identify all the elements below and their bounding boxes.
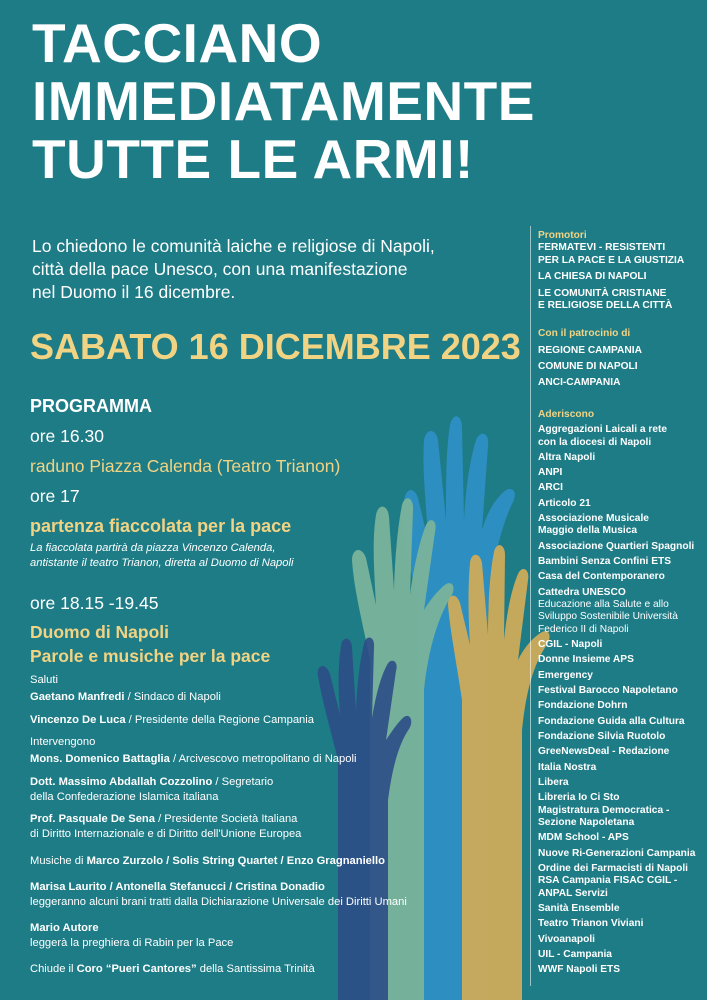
sidebar-list-item: Aggregazioni Laicali a rete [538, 424, 668, 436]
music-names: Marco Zurzolo / Solis String Quartet / Enzo Gragnaniello [86, 855, 385, 867]
readers-names: Marisa Laurito / Antonella Stefanucci / Cristina Donadio [30, 881, 325, 893]
subtitle-line: città della pace Unesco, con una manifestazione [32, 259, 408, 279]
speaker-name: Vincenzo De Luca [30, 714, 126, 726]
speaker-role: / Presidente Società Italiana [154, 813, 298, 825]
sidebar-list-promotori [538, 242, 706, 312]
sidebar-list-aderiscono [538, 424, 706, 976]
speaker-entry [30, 690, 221, 705]
program-note-line: antistante il teatro Trianon, diretta al Duomo di Napoli [30, 557, 294, 569]
speaker-entry [30, 752, 356, 767]
speaker-name: Gaetano Manfredi [30, 691, 125, 703]
sidebar-list-item: Nuove Ri-Generazioni Campania [538, 847, 696, 859]
sidebar-list-item: Libreria Io Ci Sto [538, 792, 620, 804]
sidebar-list-item: WWF Napoli ETS [538, 964, 621, 976]
sidebar-list-item: UIL - Campania [538, 948, 612, 960]
sidebar-list-item: Associazione Musicale [538, 513, 649, 525]
sidebar-list-item: Casa del Contemporanero [538, 571, 665, 583]
sidebar-list-item: Bambini Senza Confini ETS [538, 556, 672, 568]
speaker-role: della Confederazione Islamica italiana [30, 791, 219, 803]
readers-desc: leggeranno alcuni brani tratti dalla Dichiarazione Universale dei Diritti Umani [30, 896, 407, 908]
sidebar-list-item: LE COMUNITÀ CRISTIANE [538, 287, 667, 299]
readers-entry [30, 880, 407, 910]
program-time: ore 17 [30, 486, 80, 506]
closing-suffix: della Santissima Trinità [196, 963, 315, 975]
sidebar-list-item: GreeNewsDeal - Redazione [538, 746, 670, 758]
closing-prefix: Chiude il [30, 963, 77, 975]
speaker-role: / Presidente della Regione Campania [125, 714, 314, 726]
autore-desc: leggerà la preghiera di Rabin per la Pace [30, 937, 234, 949]
program-event: Duomo di Napoli [30, 622, 170, 642]
sidebar-list-item: Libera [538, 776, 569, 788]
speakers-label: Intervengono [30, 736, 96, 748]
sidebar-list-item: Sezione Napoletana [538, 816, 635, 828]
program-note-line: La fiaccolata partirà da piazza Vincenzo Calenda, [30, 542, 276, 554]
program-time: ore 16.30 [30, 426, 104, 446]
sidebar-list-item: Italia Nostra [538, 761, 597, 773]
speaker-entry [30, 713, 314, 728]
sidebar-divider [530, 226, 531, 986]
sidebar-list-item: Federico II di Napoli [538, 623, 629, 635]
sidebar-list-item: LA CHIESA DI NAPOLI [538, 271, 647, 283]
sidebar-list-item: REGIONE CAMPANIA [538, 344, 642, 356]
sidebar-list-item: Altra Napoli [538, 451, 596, 463]
patrocinio-heading: Con il patrocinio di [538, 328, 631, 340]
sidebar-list-item: Vivoanapoli [538, 933, 595, 945]
sidebar-list-item: ARCI [538, 482, 563, 494]
sidebar [538, 230, 706, 977]
promotori-heading: Promotori [538, 230, 587, 241]
program-event: raduno Piazza Calenda (Teatro Trianon) [30, 456, 341, 476]
sidebar-list-item: PER LA PACE E LA GIUSTIZIA [538, 254, 685, 266]
program-note [30, 541, 293, 571]
subtitle-line: nel Duomo il 16 dicembre. [32, 282, 236, 302]
speaker-name: Mons. Domenico Battaglia [30, 753, 170, 765]
sidebar-list-item: Sviluppo Sostenibile Università [538, 611, 678, 623]
sidebar-list-item: Sanità Ensemble [538, 902, 620, 914]
speaker-entry [30, 775, 273, 805]
sidebar-list-item: COMUNE DI NAPOLI [538, 360, 638, 372]
speaker-role: / Sindaco di Napoli [124, 691, 221, 703]
speaker-role: / Arcivescovo metropolitano di Napoli [169, 753, 357, 765]
sidebar-list-item: Fondazione Dohrn [538, 700, 628, 712]
raised-hands-illustration [300, 400, 560, 1000]
sidebar-list-item: FERMATEVI - RESISTENTI [538, 242, 666, 254]
sidebar-list-item: ANPI [538, 467, 563, 479]
sidebar-list-item: Donne Insieme APS [538, 654, 634, 666]
sidebar-list-item: Ordine dei Farmacisti di Napoli [538, 862, 689, 874]
sidebar-list-item: Magistratura Democratica - [538, 804, 670, 816]
sidebar-list-item: Fondazione Guida alla Cultura [538, 715, 685, 727]
aderiscono-heading: Aderiscono [538, 408, 595, 420]
music-prefix: Musiche di [30, 855, 87, 867]
closing-bold: Coro “Pueri Cantores” [76, 963, 197, 975]
title-line: TUTTE LE ARMI! [32, 128, 474, 190]
event-date: SABATO 16 DICEMBRE 2023 [30, 326, 521, 367]
program-time: ore 18.15 -19.45 [30, 593, 159, 613]
subtitle [32, 235, 435, 304]
subtitle-line: Lo chiedono le comunità laiche e religiose di Napoli, [32, 236, 435, 256]
programma-heading: PROGRAMMA [30, 396, 152, 416]
closing-entry [30, 962, 315, 977]
sidebar-list-item: Cattedra UNESCO [538, 586, 626, 598]
sidebar-list-item: E RELIGIOSE DELLA CITTÀ [538, 300, 673, 312]
autore-name: Mario Autore [30, 922, 99, 934]
sidebar-list-item: Maggio della Musica [538, 525, 638, 537]
speaker-role: di Diritto Internazionale e di Diritto dell'Unione Europea [30, 828, 302, 840]
program-event: Parole e musiche per la pace [30, 646, 271, 666]
title-line: TACCIANO [32, 12, 323, 74]
sidebar-list-item: CGIL - Napoli [538, 639, 603, 651]
program-event: partenza fiaccolata per la pace [30, 516, 292, 536]
sidebar-list-item: MDM School - APS [538, 832, 629, 844]
sidebar-list-item: ANCI-CAMPANIA [538, 376, 621, 388]
sidebar-list-item: RSA Campania FISAC CGIL - [538, 875, 678, 887]
music-credits [30, 854, 385, 869]
sidebar-list-item: Festival Barocco Napoletano [538, 685, 678, 697]
sidebar-list-patrocinio [538, 343, 706, 391]
sidebar-list-item: con la diocesi di Napoli [538, 436, 652, 448]
speakers-label: Saluti [30, 674, 58, 686]
sidebar-list-item: ANPAL Servizi [538, 887, 608, 899]
speaker-name: Prof. Pasquale De Sena [30, 813, 155, 825]
speaker-name: Dott. Massimo Abdallah Cozzolino [30, 776, 213, 788]
title-line: IMMEDIATAMENTE [32, 70, 535, 132]
speaker-role: / Segretario [212, 776, 274, 788]
autore-entry [30, 921, 233, 951]
sidebar-list-item: Fondazione Silvia Ruotolo [538, 730, 666, 742]
poster-title [32, 14, 535, 188]
sidebar-list-item: Articolo 21 [538, 497, 591, 509]
sidebar-list-item: Associazione Quartieri Spagnoli [538, 540, 695, 552]
speaker-entry [30, 812, 301, 842]
sidebar-list-item: Educazione alla Salute e allo [538, 599, 669, 611]
sidebar-list-item: Teatro Trianon Viviani [538, 918, 644, 930]
sidebar-list-item: Emergency [538, 669, 593, 681]
